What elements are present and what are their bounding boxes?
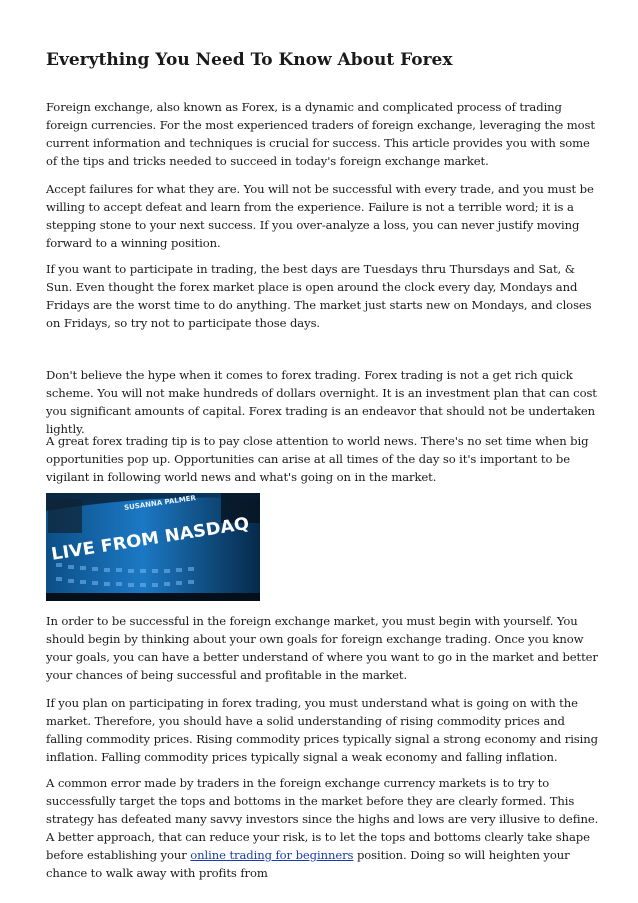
- paragraph-7: If you plan on participating in forex trading, you must understand what is going on with the market. Therefore, you should have a solid understanding of rising commodity prices and falling commodity prices. Rising commodity prices typically signal a strong economy and rising inflation. Falling commodity prices typically signal a weak economy and falling inflation.: [46, 696, 598, 764]
- article-title: Everything You Need To Know About Forex: [46, 50, 453, 70]
- paragraph-8-text-before: A common error made by traders in the foreign exchange currency markets is to try to successfully target the tops and bottoms in the market before they are clearly formed. This strategy has defeated many savvy investors since the highs and lows are very illusive to define. A better approach, that can reduce your risk, is to let the tops and bottoms clearly take shape before establishing your: [46, 776, 599, 862]
- paragraph-8: [46, 774, 600, 882]
- paragraph-5: A great forex trading tip is to pay close attention to world news. There's no set time when big opportunities pop up. Opportunities can arise at all times of the day so it's important to be vigilant in following world news and what's going on in the market.: [46, 434, 589, 484]
- paragraph-3: If you want to participate in trading, the best days are Tuesdays thru Thursdays and Sat, & Sun. Even thought the forex market place is open around the clock every day, Mondays and Fridays are the worst time to do anything. The market just starts new on Mondays, and closes on Fridays, so try not to participate those days.: [46, 262, 592, 330]
- paragraph-6: In order to be successful in the foreign exchange market, you must begin with yourself. You should begin by thinking about your own goals for foreign exchange trading. Once you know your goals, you can have a better understand of where you want to go in the market and better your chances of being successful and profitable in the market.: [46, 614, 598, 682]
- photo-top-text: SUSANNA PALMER: [123, 494, 197, 513]
- paragraph-4: Don't believe the hype when it comes to forex trading. Forex trading is not a get rich quick scheme. You will not make hundreds of dollars overnight. It is an investment plan that can cost you significant amounts of capital. Forex trading is an endeavor that should not be undertaken lightly.: [46, 368, 597, 436]
- paragraph-1: Foreign exchange, also known as Forex, is a dynamic and complicated process of trading foreign currencies. For the most experienced traders of foreign exchange, leveraging the most current information and techniques is crucial for success. This article provides you with some of the tips and tricks needed to succeed in today's foreign exchange market.: [46, 100, 595, 168]
- nasdaq-photo: [46, 493, 260, 601]
- paragraph-8-text-after: position. Doing so will heighten your chance to walk away with profits from: [46, 848, 570, 880]
- photo-sign-text: LIVE FROM NASDAQ: [49, 515, 242, 565]
- online-trading-link[interactable]: online trading for beginners: [190, 848, 354, 862]
- paragraph-2: Accept failures for what they are. You will not be successful with every trade, and you must be willing to accept defeat and learn from the experience. Failure is not a terrible word; it is a stepping stone to your next success. If you over-analyze a loss, you can never justify moving forward to a winning position.: [46, 182, 594, 250]
- nasdaq-tower-image: [46, 493, 260, 601]
